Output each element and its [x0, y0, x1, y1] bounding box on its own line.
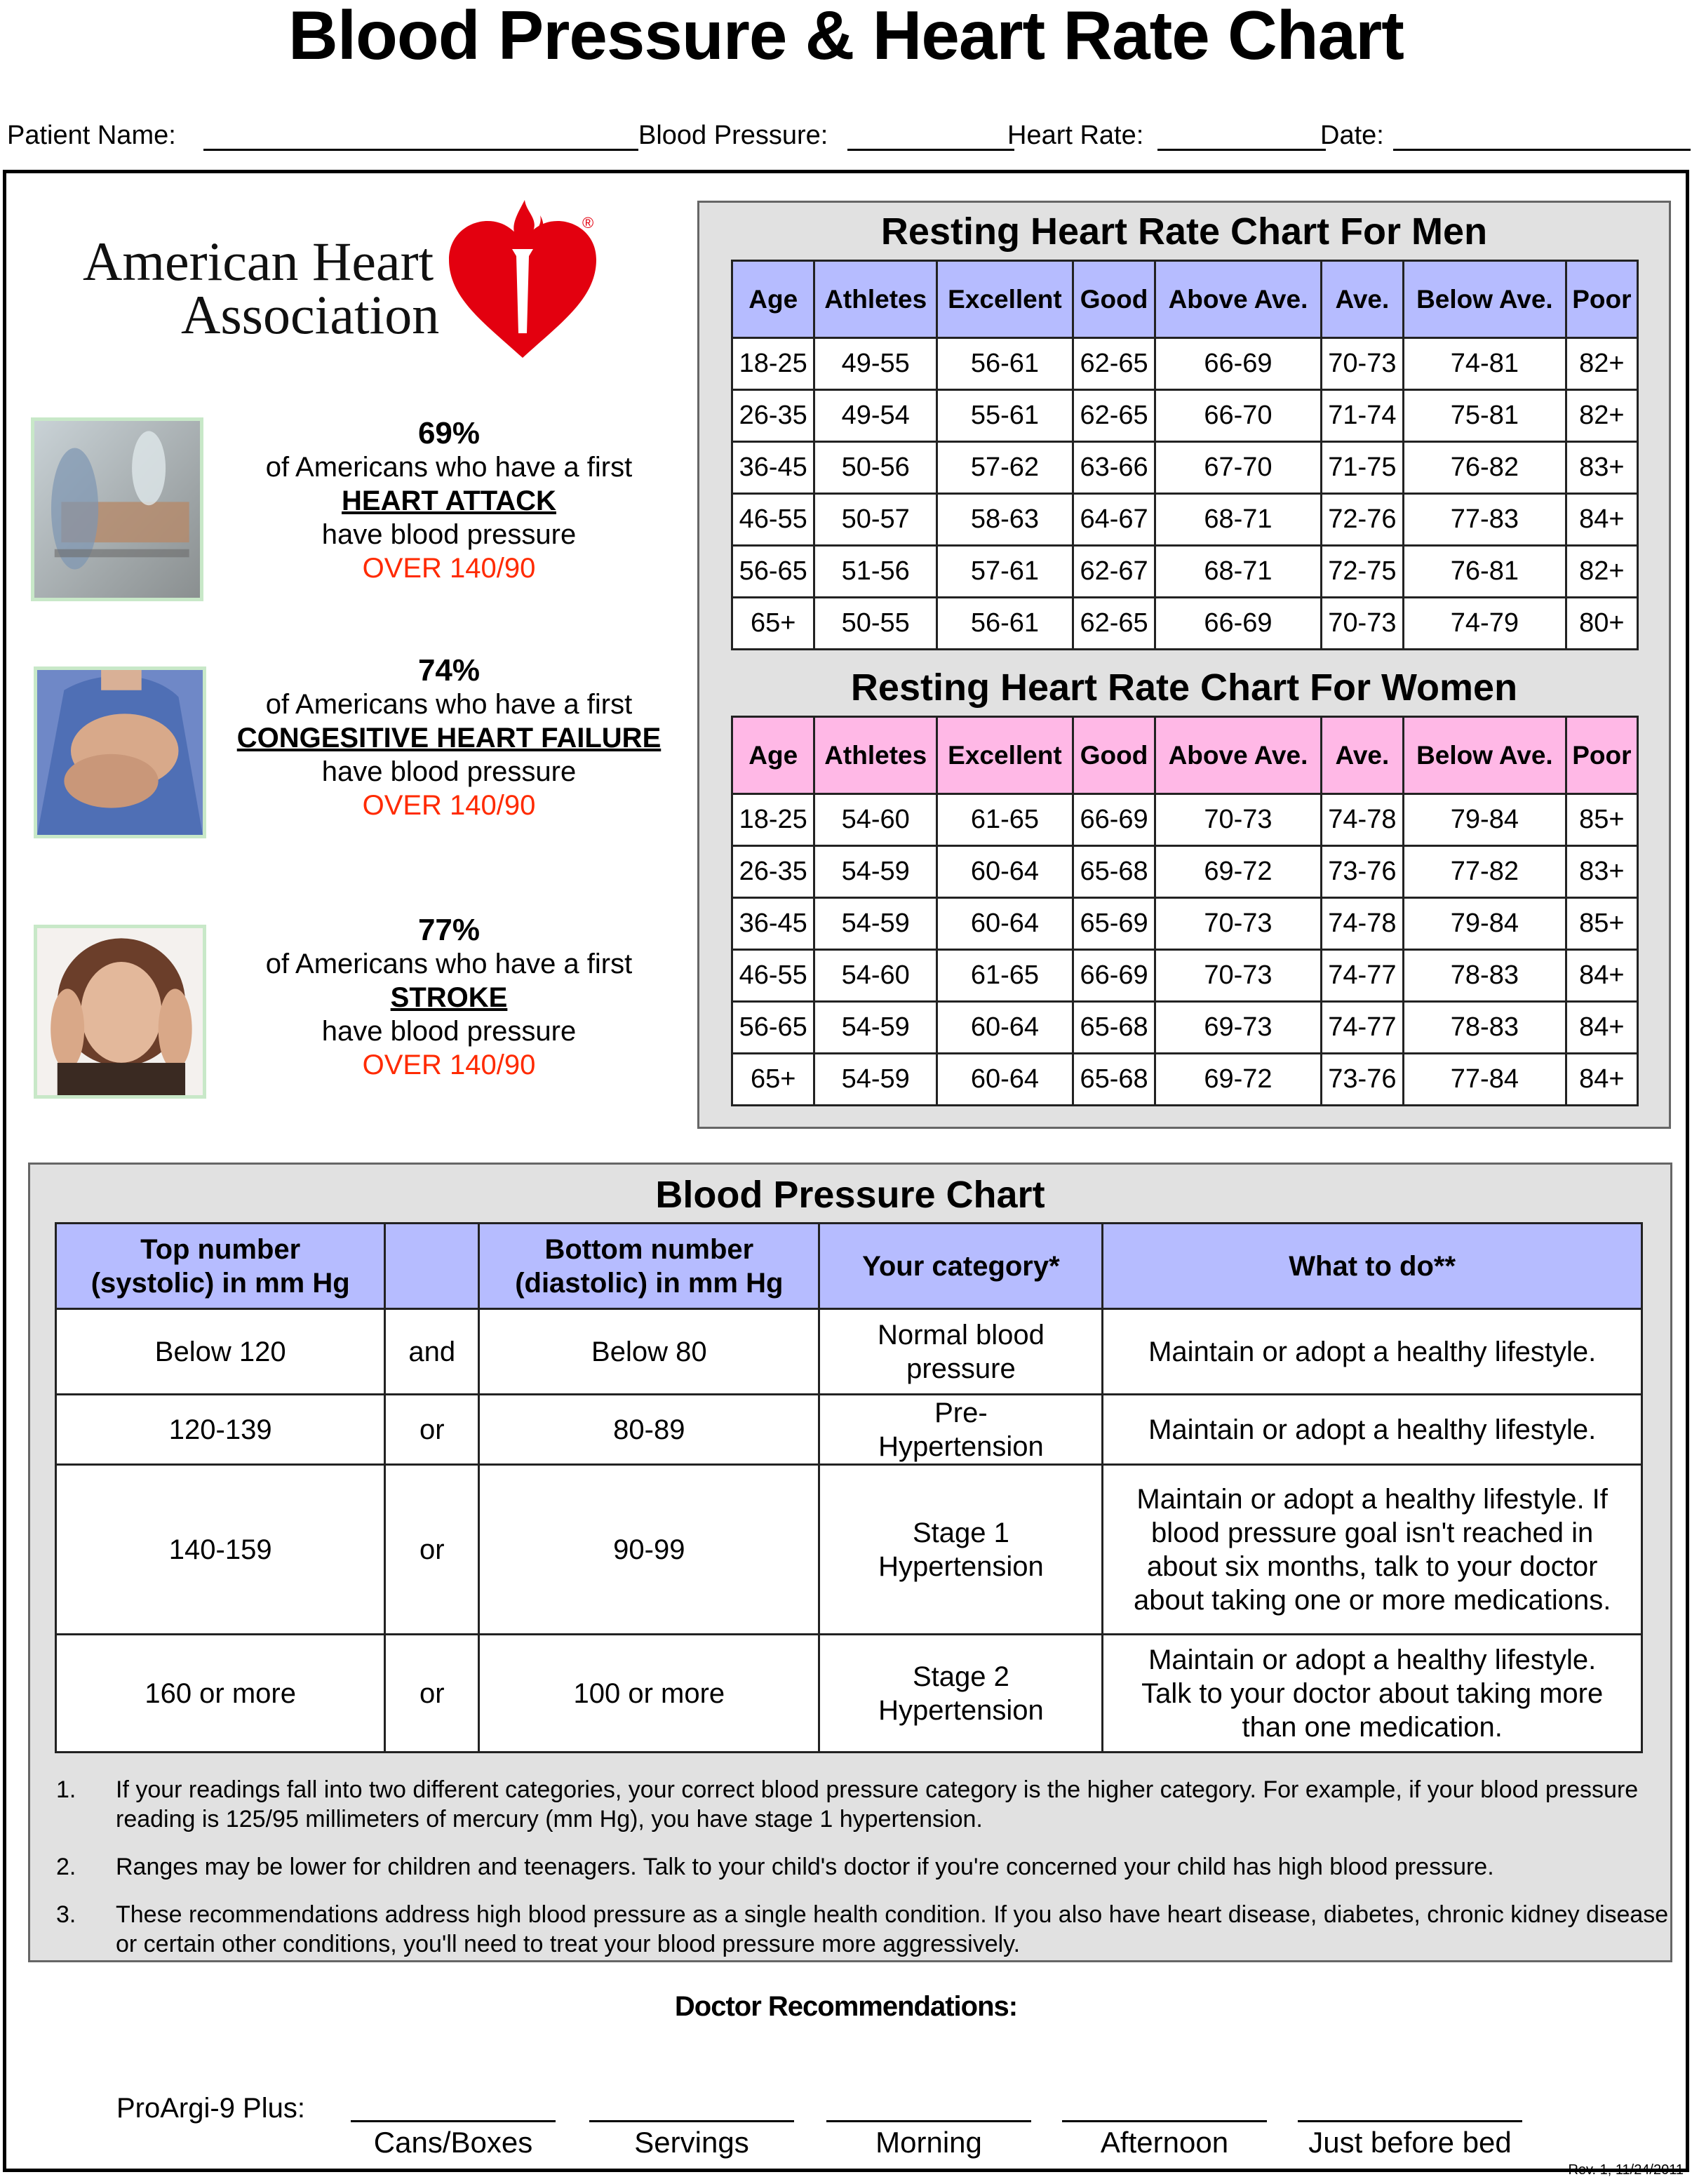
- heart-torch-icon: [442, 200, 603, 361]
- footnote-text: These recommendations address high blood pressure as a single health condition. If you also have heart disease, diabetes, chronic kidney disease or certain other conditions, you'll need to treat your blood pressure more aggressively.: [116, 1901, 1669, 1957]
- servings-field[interactable]: [589, 2120, 794, 2122]
- table-cell: 72-75: [1321, 546, 1403, 598]
- date-label: Date:: [1320, 121, 1384, 150]
- table-cell: 49-55: [814, 338, 937, 390]
- table-cell: 140-159: [56, 1465, 385, 1635]
- heart-rate-label: Heart Rate:: [1007, 121, 1144, 150]
- men-chart-title: Resting Heart Rate Chart For Men: [880, 210, 1488, 253]
- stroke-photo: [34, 925, 206, 1099]
- table-row: [732, 846, 1638, 898]
- table-cell: 49-54: [814, 390, 937, 442]
- table-cell: 73-76: [1321, 1054, 1403, 1106]
- table-cell: 77-82: [1404, 846, 1566, 898]
- table-cell: and: [385, 1309, 479, 1395]
- table-cell: 73-76: [1321, 846, 1403, 898]
- stat-line2: have blood pressure: [321, 519, 577, 550]
- women-heart-rate-table: [731, 716, 1639, 1106]
- afternoon-field[interactable]: [1062, 2120, 1267, 2122]
- table-cell: 57-61: [936, 546, 1073, 598]
- table-cell: 62-65: [1073, 390, 1155, 442]
- table-cell: Maintain or adopt a healthy lifestyle.: [1103, 1309, 1642, 1395]
- table-cell: 51-56: [814, 546, 937, 598]
- table-cell: 56-65: [732, 1002, 814, 1054]
- women-chart-title: Resting Heart Rate Chart For Women: [850, 666, 1518, 709]
- table-cell: 66-69: [1073, 794, 1155, 846]
- heart-attack-photo: [31, 417, 203, 601]
- table-cell: 63-66: [1073, 442, 1155, 494]
- column-header: Good: [1073, 717, 1155, 794]
- stat-percent: 74%: [417, 653, 481, 688]
- table-cell: 75-81: [1404, 390, 1566, 442]
- table-cell: 65-69: [1073, 898, 1155, 950]
- stat-over: OVER 140/90: [362, 553, 536, 584]
- table-cell: 84+: [1566, 1054, 1637, 1106]
- table-cell: 100 or more: [479, 1635, 819, 1753]
- table-cell: 50-57: [814, 494, 937, 546]
- footnote-number: 1.: [56, 1776, 76, 1803]
- table-cell: 84+: [1566, 494, 1637, 546]
- table-cell: 74-78: [1321, 794, 1403, 846]
- column-header: What to do**: [1103, 1224, 1642, 1309]
- table-cell: 66-69: [1155, 338, 1321, 390]
- stat-over: OVER 140/90: [362, 790, 536, 821]
- table-cell: 56-61: [936, 598, 1073, 650]
- table-cell: 50-56: [814, 442, 937, 494]
- table-cell: 55-61: [936, 390, 1073, 442]
- table-cell: 62-67: [1073, 546, 1155, 598]
- stat-line1: of Americans who have a first: [265, 452, 633, 483]
- column-header: Below Ave.: [1404, 261, 1566, 338]
- table-cell: 66-69: [1073, 950, 1155, 1002]
- table-cell: 54-60: [814, 950, 937, 1002]
- table-cell: 79-84: [1404, 898, 1566, 950]
- column-header: Your category*: [819, 1224, 1103, 1309]
- bp-footnotes: [56, 1775, 1670, 1977]
- table-cell: 70-73: [1321, 598, 1403, 650]
- table-cell: 57-62: [936, 442, 1073, 494]
- table-cell: 36-45: [732, 442, 814, 494]
- table-cell: 78-83: [1404, 1002, 1566, 1054]
- table-cell: 71-74: [1321, 390, 1403, 442]
- doctor-recommendations-heading: Doctor Recommendations:: [674, 1991, 1018, 2022]
- table-cell: 74-81: [1404, 338, 1566, 390]
- table-row: [732, 794, 1638, 846]
- column-header: Athletes: [814, 261, 937, 338]
- table-cell: 70-73: [1321, 338, 1403, 390]
- table-cell: 61-65: [936, 950, 1073, 1002]
- morning-field[interactable]: [826, 2120, 1031, 2122]
- patient-name-label: Patient Name:: [7, 121, 176, 150]
- footnote: [56, 1852, 1670, 1882]
- table-cell: 79-84: [1404, 794, 1566, 846]
- table-cell: 54-59: [814, 898, 937, 950]
- column-header: Above Ave.: [1155, 261, 1321, 338]
- table-cell: 160 or more: [56, 1635, 385, 1753]
- table-cell: 66-69: [1155, 598, 1321, 650]
- table-cell: 36-45: [732, 898, 814, 950]
- table-cell: 70-73: [1155, 898, 1321, 950]
- table-cell: or: [385, 1635, 479, 1753]
- column-header: Poor: [1566, 261, 1637, 338]
- table-cell: 46-55: [732, 494, 814, 546]
- patient-header: [7, 121, 1691, 156]
- aha-logo-text: American Heart Association: [83, 231, 440, 345]
- table-cell: 80+: [1566, 598, 1637, 650]
- table-cell: 66-70: [1155, 390, 1321, 442]
- table-cell: Maintain or adopt a healthy lifestyle.: [1103, 1395, 1642, 1465]
- column-header: Age: [732, 261, 814, 338]
- table-row: [732, 1054, 1638, 1106]
- table-cell: 65-68: [1073, 1054, 1155, 1106]
- stat-percent: 77%: [417, 913, 481, 947]
- table-cell: 83+: [1566, 442, 1637, 494]
- table-cell: 82+: [1566, 390, 1637, 442]
- table-cell: 54-59: [814, 1002, 937, 1054]
- stat-condition: HEART ATTACK: [342, 485, 556, 516]
- patient-name-field[interactable]: [203, 149, 638, 151]
- table-cell: 74-79: [1404, 598, 1566, 650]
- table-cell: 64-67: [1073, 494, 1155, 546]
- table-cell: Below 120: [56, 1309, 385, 1395]
- stat-condition: CONGESITIVE HEART FAILURE: [236, 723, 662, 753]
- column-header: Ave.: [1321, 261, 1403, 338]
- bp-chart-title: Blood Pressure Chart: [655, 1174, 1045, 1216]
- table-cell: 76-82: [1404, 442, 1566, 494]
- page-title: Blood Pressure & Heart Rate Chart: [288, 0, 1404, 74]
- table-cell: 77-83: [1404, 494, 1566, 546]
- table-cell: 54-60: [814, 794, 937, 846]
- table-cell: 69-72: [1155, 846, 1321, 898]
- stat-line2: have blood pressure: [321, 1016, 577, 1047]
- cans-boxes-field[interactable]: [351, 2120, 556, 2122]
- column-header: Below Ave.: [1404, 717, 1566, 794]
- table-cell: 69-72: [1155, 1054, 1321, 1106]
- table-cell: 80-89: [479, 1395, 819, 1465]
- table-cell: Stage 2 Hypertension: [819, 1635, 1103, 1753]
- table-cell: Below 80: [479, 1309, 819, 1395]
- table-cell: 84+: [1566, 950, 1637, 1002]
- table-cell: 68-71: [1155, 546, 1321, 598]
- table-cell: 74-78: [1321, 898, 1403, 950]
- table-row: [56, 1309, 1642, 1395]
- table-cell: 26-35: [732, 390, 814, 442]
- column-header: Age: [732, 717, 814, 794]
- table-cell: Maintain or adopt a healthy lifestyle. Talk to your doctor about taking more than one medication.: [1103, 1635, 1642, 1753]
- footnote-text: Ranges may be lower for children and teenagers. Talk to your child's doctor if you're concerned your child has high blood pressure.: [116, 1854, 1494, 1880]
- table-cell: 62-65: [1073, 598, 1155, 650]
- table-cell: 82+: [1566, 546, 1637, 598]
- table-cell: 61-65: [936, 794, 1073, 846]
- table-cell: 84+: [1566, 1002, 1637, 1054]
- svg-text:®: ®: [582, 214, 594, 232]
- table-row: [732, 1002, 1638, 1054]
- table-cell: 71-75: [1321, 442, 1403, 494]
- table-cell: 76-81: [1404, 546, 1566, 598]
- footnote: [56, 1775, 1670, 1834]
- stat-stroke: [210, 913, 687, 1082]
- table-cell: 58-63: [936, 494, 1073, 546]
- stat-over: OVER 140/90: [362, 1050, 536, 1080]
- stat-heart-attack: [210, 417, 687, 585]
- stat-percent: 69%: [417, 416, 481, 450]
- column-header: Good: [1073, 261, 1155, 338]
- table-cell: 67-70: [1155, 442, 1321, 494]
- table-cell: 56-61: [936, 338, 1073, 390]
- table-cell: 26-35: [732, 846, 814, 898]
- table-cell: 60-64: [936, 846, 1073, 898]
- table-cell: 74-77: [1321, 1002, 1403, 1054]
- table-row: [732, 390, 1638, 442]
- table-cell: 77-84: [1404, 1054, 1566, 1106]
- blood-pressure-label: Blood Pressure:: [638, 121, 828, 150]
- table-cell: 90-99: [479, 1465, 819, 1635]
- column-header: Excellent: [936, 717, 1073, 794]
- table-cell: 62-65: [1073, 338, 1155, 390]
- footnote: [56, 1900, 1670, 1959]
- footnote-text: If your readings fall into two different categories, your correct blood pressure category is the higher category. For example, if your blood pressure reading is 125/95 millimeters of mercury (mm Hg), you have stage 1 hypertension.: [116, 1776, 1639, 1833]
- table-cell: 65+: [732, 1054, 814, 1106]
- column-header: Excellent: [936, 261, 1073, 338]
- table-cell: Stage 1 Hypertension: [819, 1465, 1103, 1635]
- footnote-number: 2.: [56, 1854, 76, 1880]
- table-cell: Normal blood pressure: [819, 1309, 1103, 1395]
- table-row: [732, 950, 1638, 1002]
- afternoon-label: Afternoon: [1100, 2126, 1229, 2159]
- table-cell: Pre-Hypertension: [819, 1395, 1103, 1465]
- heart-failure-photo: [34, 666, 206, 838]
- table-row: [732, 338, 1638, 390]
- column-header: [385, 1224, 479, 1309]
- men-heart-rate-table: [731, 260, 1639, 650]
- footnote-number: 3.: [56, 1901, 76, 1928]
- servings-label: Servings: [634, 2126, 749, 2159]
- table-cell: 85+: [1566, 898, 1637, 950]
- table-cell: 70-73: [1155, 794, 1321, 846]
- table-cell: 60-64: [936, 898, 1073, 950]
- column-header: Ave.: [1321, 717, 1403, 794]
- table-cell: 56-65: [732, 546, 814, 598]
- stat-line1: of Americans who have a first: [265, 689, 633, 720]
- stat-heart-failure: [210, 654, 687, 822]
- cans-boxes-label: Cans/Boxes: [373, 2126, 533, 2159]
- table-row: [732, 546, 1638, 598]
- table-row: [56, 1465, 1642, 1635]
- table-cell: 120-139: [56, 1395, 385, 1465]
- table-cell: 78-83: [1404, 950, 1566, 1002]
- proargi-label: ProArgi-9 Plus:: [116, 2093, 305, 2124]
- table-cell: 68-71: [1155, 494, 1321, 546]
- column-header: Top number (systolic) in mm Hg: [56, 1224, 385, 1309]
- stat-condition: STROKE: [390, 982, 508, 1013]
- table-cell: 85+: [1566, 794, 1637, 846]
- revision-note: Rev. 1, 11/24/2011: [1568, 2162, 1684, 2178]
- table-row: [732, 442, 1638, 494]
- table-cell: 54-59: [814, 846, 937, 898]
- table-cell: 74-77: [1321, 950, 1403, 1002]
- table-cell: 83+: [1566, 846, 1637, 898]
- table-cell: 18-25: [732, 794, 814, 846]
- table-cell: 72-76: [1321, 494, 1403, 546]
- date-field[interactable]: [1393, 149, 1691, 151]
- table-cell: 46-55: [732, 950, 814, 1002]
- table-row: [732, 598, 1638, 650]
- table-row: [732, 494, 1638, 546]
- table-row: [56, 1395, 1642, 1465]
- stat-line1: of Americans who have a first: [265, 949, 633, 979]
- column-header: Bottom number (diastolic) in mm Hg: [479, 1224, 819, 1309]
- table-row: [732, 898, 1638, 950]
- blood-pressure-table: [55, 1222, 1643, 1753]
- table-cell: 65-68: [1073, 846, 1155, 898]
- table-cell: 65+: [732, 598, 814, 650]
- stat-line2: have blood pressure: [321, 756, 577, 787]
- column-header: Poor: [1566, 717, 1637, 794]
- heart-rate-field[interactable]: [1157, 149, 1326, 151]
- table-cell: or: [385, 1465, 479, 1635]
- table-cell: 54-59: [814, 1054, 937, 1106]
- column-header: Athletes: [814, 717, 937, 794]
- table-cell: 69-73: [1155, 1002, 1321, 1054]
- blood-pressure-field[interactable]: [847, 149, 1014, 151]
- table-cell: 70-73: [1155, 950, 1321, 1002]
- table-cell: 65-68: [1073, 1002, 1155, 1054]
- table-cell: 18-25: [732, 338, 814, 390]
- table-cell: 60-64: [936, 1002, 1073, 1054]
- table-cell: or: [385, 1395, 479, 1465]
- table-cell: 50-55: [814, 598, 937, 650]
- table-cell: Maintain or adopt a healthy lifestyle. If blood pressure goal isn't reached in about six months, talk to your doctor about taking one or more medications.: [1103, 1465, 1642, 1635]
- table-cell: 60-64: [936, 1054, 1073, 1106]
- before-bed-label: Just before bed: [1308, 2126, 1512, 2159]
- before-bed-field[interactable]: [1298, 2120, 1522, 2122]
- table-cell: 82+: [1566, 338, 1637, 390]
- table-row: [56, 1635, 1642, 1753]
- column-header: Above Ave.: [1155, 717, 1321, 794]
- morning-label: Morning: [875, 2126, 982, 2159]
